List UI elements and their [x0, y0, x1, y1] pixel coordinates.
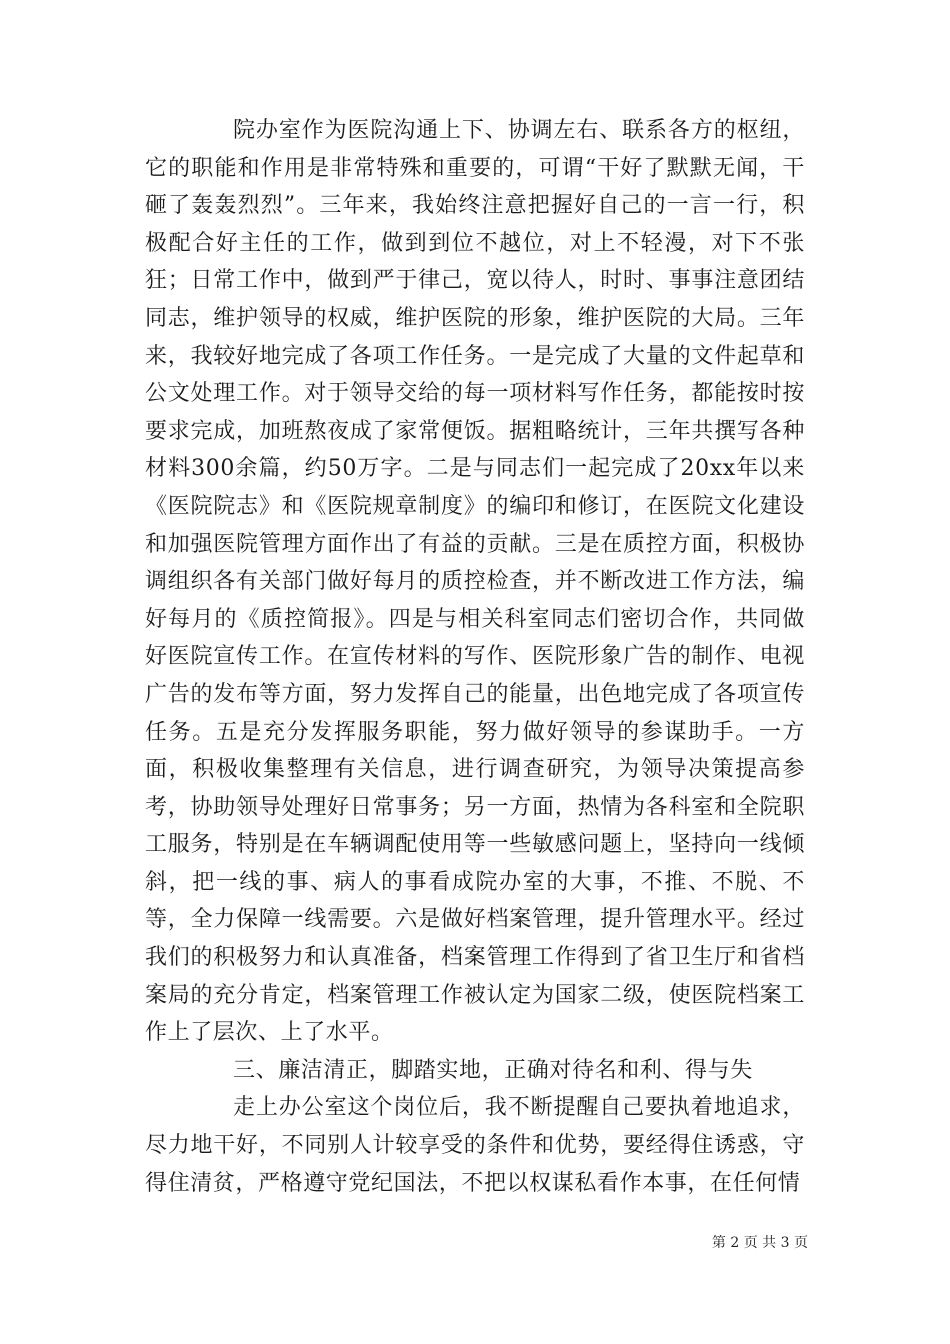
body-paragraph: 院办室作为医院沟通上下、协调左右、联系各方的枢纽，它的职能和作用是非常特殊和重要的，可谓“干好了默默无闻，干砸了轰轰烈烈”。三年来，我始终注意把握好自己的一言一行，积极配合好主任的工作，做到到位不越位，对上不轻漫，对下不张狂；日常工作中，做到严于律己，宽以待人，时时、事事注意团结同志，维护领导的权威，维护医院的形象，维护医院的大局。三年来，我较好地完成了各项工作任务。一是完成了大量的文件起草和公文处理工作。对于领导交给的每一项材料写作任务，都能按时按要求完成，加班熬夜成了家常便饭。据粗略统计，三年共撰写各种材料300余篇，约50万字。二是与同志们一起完成了20xx年以来《医院院志》和《医院规章制度》的编印和修订，在医院文化建设和加强医院管理方面作出了有益的贡献。三是在质控方面，积极协调组织各有关部门做好每月的质控检查，并不断改进工作方法，编好每月的《质控简报》。四是与相关科室同志们密切合作，共同做好医院宣传工作。在宣传材料的写作、医院形象广告的制作、电视广告的发布等方面，努力发挥自己的能量，出色地完成了各项宣传任务。五是充分发挥服务职能，努力做好领导的参谋助手。一方面，积极收集整理有关信息，进行调查研究，为领导决策提高参考，协助领导处理好日常事务；另一方面，热情为各科室和全院职工服务，特别是在车辆调配使用等一些敏感问题上，坚持向一线倾斜，把一线的事、病人的事看成院办室的大事，不推、不脱、不等，全力保障一线需要。六是做好档案管理，提升管理水平。经过我们的积极努力和认真准备，档案管理工作得到了省卫生厅和省档案局的充分肯定，档案管理工作被认定为国家二级，使医院档案工作上了层次、上了水平。	[145, 118, 805, 1046]
body-text	[145, 112, 805, 1202]
closing-paragraph: 走上办公室这个岗位后，我不断提醒自己要执着地追求，尽力地干好，不同别人计较享受的条件和优势，要经得住诱惑，守得住清贫，严格遵守党纪国法，不把以权谋私看作本事，在任何情	[145, 1095, 805, 1196]
section-heading: 三、廉洁清正，脚踏实地，正确对待名和利、得与失	[233, 1057, 753, 1083]
page-number: 第 2 页 共 3 页	[711, 1235, 808, 1251]
